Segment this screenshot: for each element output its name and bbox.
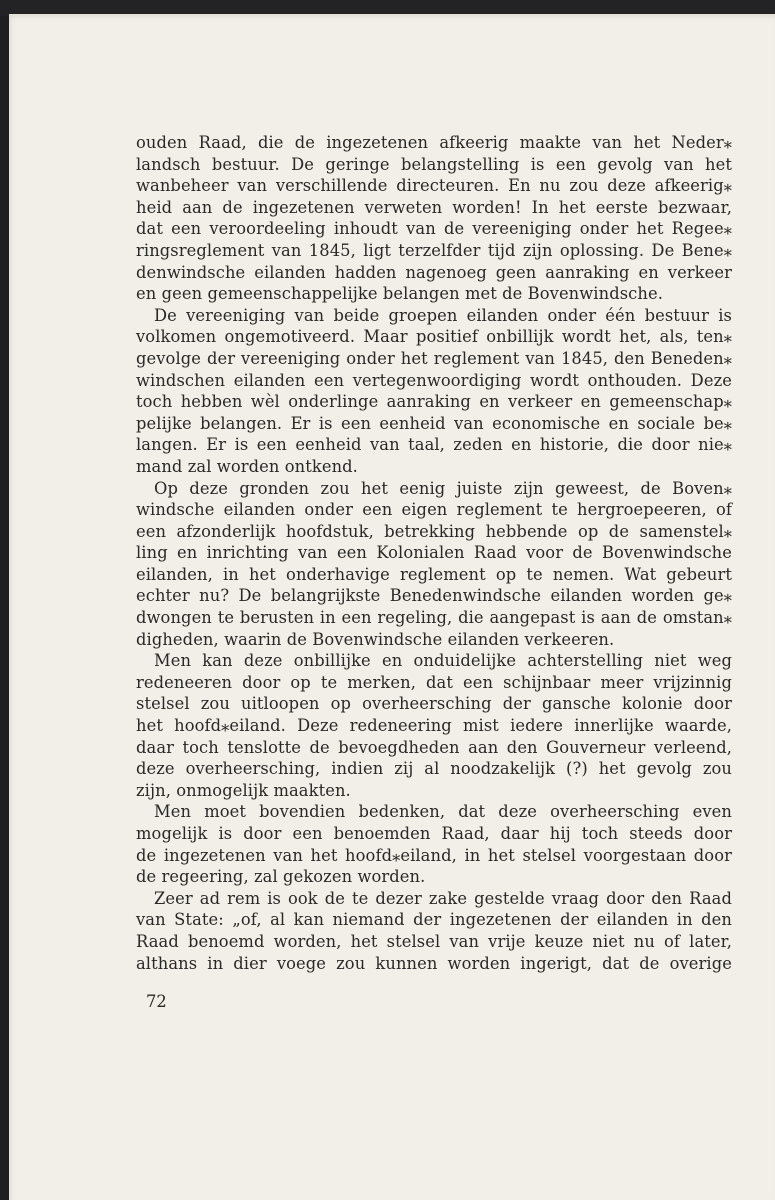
text-line: De vereeniging van beide groepen eilanden onder één bestuur is (154, 305, 732, 325)
text-line: althans in dier voege zou kunnen worden ingerigt, dat de overige (136, 953, 732, 973)
text-line: digheden, waarin de Bovenwindsche eilanden verkeeren. (136, 629, 615, 649)
text-line: echter nu? De belangrijkste Benedenwindsche eilanden worden ge⁎ (136, 586, 732, 606)
text-line: windschen eilanden een vertegenwoordiging wordt onthouden. Deze (136, 370, 732, 390)
text-line: Op deze gronden zou het eenig juiste zijn geweest, de Boven⁎ (154, 478, 732, 498)
text-line: en geen gemeenschappelijke belangen met de Bovenwindsche. (136, 284, 663, 304)
paragraph (136, 305, 732, 478)
text-line: zijn, onmogelijk maakten. (136, 780, 351, 800)
page-number: 72 (146, 992, 167, 1011)
text-line: Men moet bovendien bedenken, dat deze overheersching even (154, 802, 732, 822)
text-line: de regeering, zal gekozen worden. (136, 867, 426, 887)
paragraph (136, 478, 732, 651)
text-line: mand zal worden ontkend. (136, 456, 358, 476)
text-line: mogelijk is door een benoemden Raad, daar hij toch steeds door (136, 824, 732, 843)
text-line: wanbeheer van verschillende directeuren. En nu zou deze afkeerig⁎ (136, 176, 732, 196)
text-line: daar toch tenslotte de bevoegdheden aan den Gouverneur verleend, (136, 737, 732, 757)
paragraph (136, 132, 732, 305)
text-line: van State: „of, al kan niemand der ingezetenen der eilanden in den (136, 910, 732, 930)
text-line: deze overheersching, indien zij al noodzakelijk (?) het gevolg zou (136, 759, 732, 779)
text-line: langen. Er is een eenheid van taal, zeden en historie, die door nie⁎ (136, 435, 732, 455)
paragraph (136, 801, 732, 887)
text-line: denwindsche eilanden hadden nagenoeg geen aanraking en verkeer (136, 262, 732, 282)
text-line: een afzonderlijk hoofdstuk, betrekking hebbende op de samenstel⁎ (136, 521, 732, 541)
text-line: stelsel zou uitloopen op overheersching der gansche kolonie door (136, 694, 732, 714)
text-line: de ingezetenen van het hoofd⁎eiland, in het stelsel voorgestaan door (136, 845, 732, 865)
paragraph (136, 650, 732, 801)
text-line: volkomen ongemotiveerd. Maar positief onbillijk wordt het, als, ten⁎ (136, 327, 732, 347)
text-line: dat een veroordeeling inhoudt van de vereeniging onder het Regee⁎ (136, 219, 732, 239)
text-line: ringsreglement van 1845, ligt terzelfder tijd zijn oplossing. De Bene⁎ (136, 240, 732, 260)
paragraph (136, 888, 732, 974)
text-line: ouden Raad, die de ingezetenen afkeerig maakte van het Neder⁎ (136, 133, 732, 152)
text-line: toch hebben wèl onderlinge aanraking en verkeer en gemeenschap⁎ (136, 392, 732, 412)
text-line: Raad benoemd worden, het stelsel van vrije keuze niet nu of later, (136, 931, 732, 951)
text-line: Zeer ad rem is ook de te dezer zake gestelde vraag door den Raad (154, 888, 732, 908)
text-line: dwongen te berusten in een regeling, die aangepast is aan de omstan⁎ (136, 608, 732, 628)
text-line: het hoofd⁎eiland. Deze redeneering mist iedere innerlijke waarde, (136, 716, 732, 736)
text-line: eilanden, in het onderhavige reglement op te nemen. Wat gebeurt (136, 564, 732, 584)
text-line: pelijke belangen. Er is een eenheid van economische en sociale be⁎ (136, 413, 732, 433)
text-line: windsche eilanden onder een eigen reglement te hergroepeeren, of (136, 500, 732, 520)
text-line: Men kan deze onbillijke en onduidelijke achterstelling niet weg (154, 651, 732, 671)
text-line: ling en inrichting van een Kolonialen Raad voor de Bovenwindsche (136, 543, 732, 563)
text-line: landsch bestuur. De geringe belangstelling is een gevolg van het (136, 154, 732, 174)
text-line: heid aan de ingezetenen verweten worden! In het eerste bezwaar, (136, 197, 732, 217)
body-text (136, 132, 732, 974)
text-line: gevolge der vereeniging onder het reglement van 1845, den Beneden⁎ (136, 348, 732, 368)
text-line: redeneeren door op te merken, dat een schijnbaar meer vrijzinnig (136, 672, 732, 692)
